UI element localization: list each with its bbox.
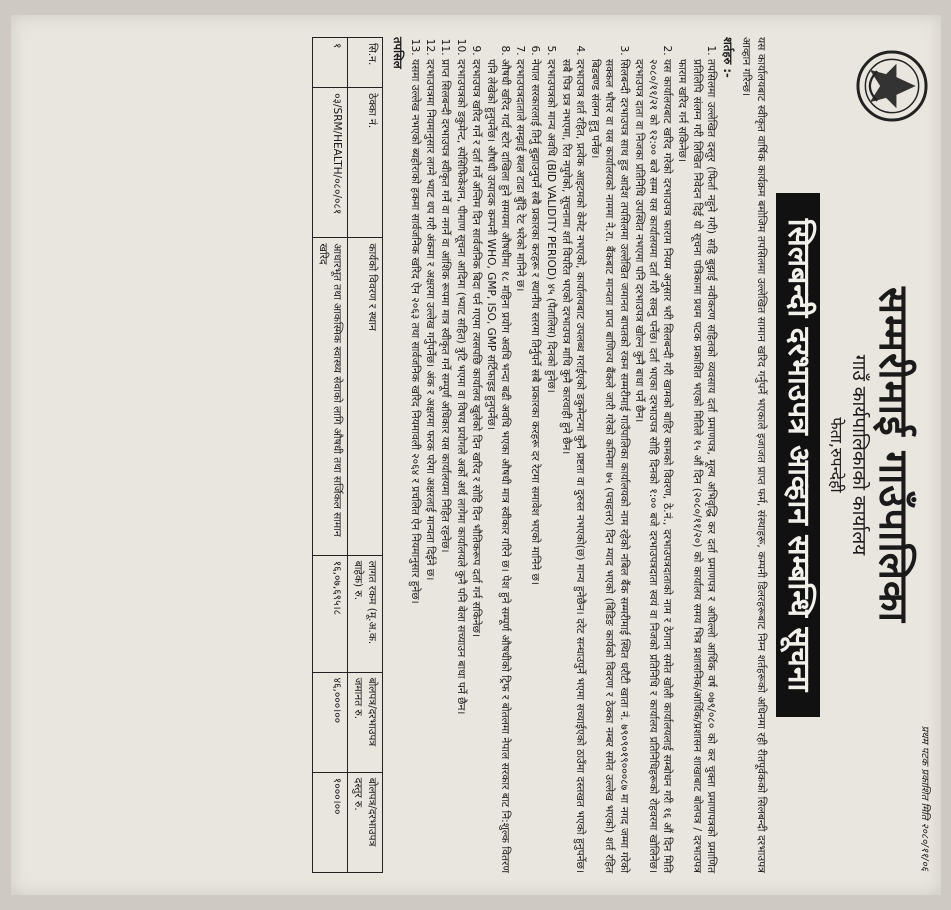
col-header-contract-no: ठेक्का नं. <box>347 88 382 238</box>
conditions-list <box>407 37 717 873</box>
notice-header <box>825 37 914 873</box>
banner-wrap <box>775 37 819 873</box>
intro-paragraph: यस कार्यालयबाट स्वीकृत वार्षिक कार्यक्रम बमोजिम तपसिलमा उल्लेखित सामान खरिद गर्नुपर्ने भएकाले इजाजत प्राप्त फर्म, संस्थाहरू, कम्पनी डिलरहरूबाट निम्न शर्तहरूको अधिनमा रही रीतपूर्वकको सिलबन्दी दरभाउपत्र आव्हान गरिन्छ। <box>739 37 767 873</box>
condition-item: 1. तपसिलमा उल्लेखित दस्तुर (फिर्ता नहुने गरी) सहि बुझाई नवीकरण सहितको व्यवसाय दर्ता प्रमाणपत्र, मूल्य अभिवृद्धि कर दर्ता प्रमाणपत्र र अघिल्लो आर्थिक वर्ष ०७९/०८० को कर चुक्ता प्रमाणपत्रको प्रमाणित प्रतिलिपि संलग्न गरी लिखित निवेदन दिई यो सूचना पत्रिकामा प्रथम पटक प्रकाशित भएको मितिले १५ औं दिन (२०८०/११/२०) को कार्यालय समय भित्र प्रशासनिक/आर्थिक/प्रशासन शाखाबाट बोलपत्र / दरभाउपत्र फाराम खरिद गर्न सकिनेछ। <box>675 59 718 873</box>
cell-contract-no: ०३/SRM/HEALTH/०८०/०८१ <box>312 88 347 238</box>
organization-name: सम्मरीमाई गाउँपालिका <box>869 287 916 623</box>
condition-item: 7. दरभाउपत्रदाताले सम्झाई स्थल टाढा बुँदि रेट भरेको मानिने छ। <box>513 59 527 873</box>
table-row <box>312 38 347 873</box>
office-address: फेता,रुपन्देही <box>826 417 846 493</box>
condition-item: 5. दरभाउपत्रको मान्य अवधि (BID VALIDITY PERIOD) ४५ (पैतालिस) दिनको हुनेछ। <box>543 59 557 873</box>
emblem-logo-icon <box>855 49 929 123</box>
cell-description: आधारभूत तथा आकस्मिक स्वास्थ्य सेवाको लागि औषधी तथा सर्जिकल सामान खरिद <box>312 238 347 555</box>
office-name: गाउँ कार्यपालिकाको कार्यालय <box>847 354 870 556</box>
cell-cost: १६,०७,६९५।८ <box>312 555 347 672</box>
condition-item: 11. प्राप्त सिलबन्दी दरभाउपत्र स्वीकृत गर्ने वा नगर्ने वा आंशिक रूपमा मात्र स्वीकृत गर्ने सम्पूर्ण अधिकार यस कार्यालयमा निहित रहनेछ। <box>438 59 452 873</box>
condition-item: 13. यसमा उल्लेख नभएको ब्यहोराको हकमा सार्वजनिक खरिद ऐन २०६३ तथा सार्वजनिक खरिद नियमावली २०६४ र प्रचलित ऐन नियमानुसार हुनेछ। <box>407 59 421 873</box>
publication-date: प्रथम पटक प्रकाशित मिति २०८०/११/०६ <box>918 725 930 871</box>
condition-item: 9. दरभाउपत्र खरिद गर्ने र दर्ता गर्ने अन्तिम दिन सार्वजनिक बिदा पर्न गएमा त्यसपछि कार्यालय खुलेको दिन खरिद र सोहि दिन भौतिकरूप दर्ता गर्न सकिनेछ। <box>468 59 482 873</box>
condition-item: 12. दरभाउपत्रमा नियमानुसार लाग्ने भ्याट थप गरी अंकमा र अक्षरमा उल्लेख गर्नुपर्नेछ। अंक र अक्षरमा फरक परेमा अक्षरलाई मान्यता दिईने छ। <box>422 59 436 873</box>
cell-security: ४६,०००।०० <box>312 672 347 772</box>
condition-item: 2. यस कार्यालयबाट खरिद गरेको दरभाउपत्र फाराम नियम अनुसार भरी सिलबन्दी गरी खामको बाहिर कामको विवरण, ठे.नं., दरभाउपत्रदाताको नाम र ठेगाना समेत खोली कार्यालयलाई सम्बोधन गरी १६ औं दिन मिति २०८०/११/२१ को १२:०० बजे सम्म यस कार्यालयमा दर्ता गरी सक्नु पर्नेछ। दर्ता भएका दरभाउपत्र सोहि दिनको १:०० बजे दरभाउपत्रदाता स्वयं वा निजको प्रतिनिधि र कार्यालय प्रतिनिधिहरूको रोहवरमा खोलिनेछ। दरभाउपत्र दाता वा निजका प्रतिनिधि उपस्थित नभएमा पनि दरभाउपत्र खोल्न कुनै बाधा पर्ने छैन। <box>631 59 674 873</box>
col-header-description: कार्यको विवरण र स्थान <box>347 238 382 555</box>
condition-item: 8. औषधी खरिद गर्दा स्टोर दाखिला हुने समयमा औषधीमा १८ महिना प्रयोग अवधि भन्दा बढी अवधि भएका औषधी मात्र स्वीकार गरिने छ। पेश हुने सम्पूर्ण औषधीको ट्रिफ र बोतलमा नेपाल सरकार बाट नि:शुल्क वितरण पनि लेखेको हुनुपर्नेछ। औषधी उत्पादक कम्पनी WHO, GMP, ISO, GMP सर्टिफाइड हुनुपर्नेछ। <box>483 59 511 873</box>
notice-title-banner: सिलबन्दी दरभाउपत्र आव्हान सम्बन्धि सूचना <box>775 193 819 718</box>
newspaper-notice <box>11 15 941 895</box>
col-header-cost: लागत रकम (मू.अ.क. बाहेक) रु. <box>347 555 382 672</box>
condition-item: 3. सिलबन्दी दरभाउपत्र साथ हुड आदेश तपसिलमा उल्लेखित जमानत बापतको रकम सम्मरीमाई गाउँपालिका कार्यालयको नाम रहेको नबिल बैंक सम्मरीमाई स्थित धरौटी खाता नं. ७९०९०१९०००८७ मा नगद जम्मा गरेको सक्कल भौचर वा यस कार्यालयको नाममा ने.रा. बैंकबाट मान्यता प्राप्त बाणिज्य बैंकले जारी गरेको कम्तिमा ७५ (पचहत्तर) दिन म्याद भएको (बिडिङ कार्यको विवरण र ठेक्का नम्बर समेत उल्लेख भएको) शर्त रहित बिडबण्ड संलग्न हुनु पर्नेछ। <box>588 59 631 873</box>
cell-fee: १०००।०० <box>312 772 347 872</box>
col-header-fee: बोलपत्र/दरभाउपत्र दस्तुर रु. <box>347 772 382 872</box>
col-header-serial: सि.न. <box>347 38 382 88</box>
bid-details-table <box>312 37 383 873</box>
table-header-row <box>347 38 382 873</box>
col-header-security: बोलपत्र/दरभाउपत्र जमानत रु. <box>347 672 382 772</box>
table-heading: तपसिल <box>390 37 405 69</box>
condition-item: 4. दरभाउपत्र शर्त रहित, प्रत्येक आइटमको केमेट नभएको, कार्यालयबाट उपलब्ध गराईएको डकुमेन्टमा कुनै प्रष्टता वा दुरुस्त नभएको(छ) मान्य हुनेछैन। दरेट सन्धाउपुर्ने भएमा सच्याईएको ठाउँमा दस्तखत भएको हुनुपर्नेछ। सबै पित्र प्रत्र नभएमा, रित नपुगेको, सूचनामा शर्त विपरित भएको दरभाउपत्र माथि कुनै कारवाही हुने छैन। <box>558 59 586 873</box>
cell-serial: १ <box>312 38 347 88</box>
condition-item: 10. दरभाउपत्रको डकुमेन्ट, स्पेसिफिकेशन, पीमाण सूचना आदिमा (भ्याट सहित) त्रुटि भएमा वा विषय प्रयोगले अर्को अर्थ लागेमा कार्यालयले कुनै पनि बेला सच्याउन बाधा पर्ने छैन। <box>453 59 467 873</box>
conditions-heading: शर्तहरु :- <box>720 37 735 78</box>
condition-item: 6. नेपाल सरकारलाई तिर्नु बुझाउनुपर्ने सबै प्रकारका करहरू र स्थानीय स्तरमा तिर्नुपर्ने सबै प्रकारका करहरू दर रेटमा समावेश भएको मानिने छ। <box>528 59 542 873</box>
